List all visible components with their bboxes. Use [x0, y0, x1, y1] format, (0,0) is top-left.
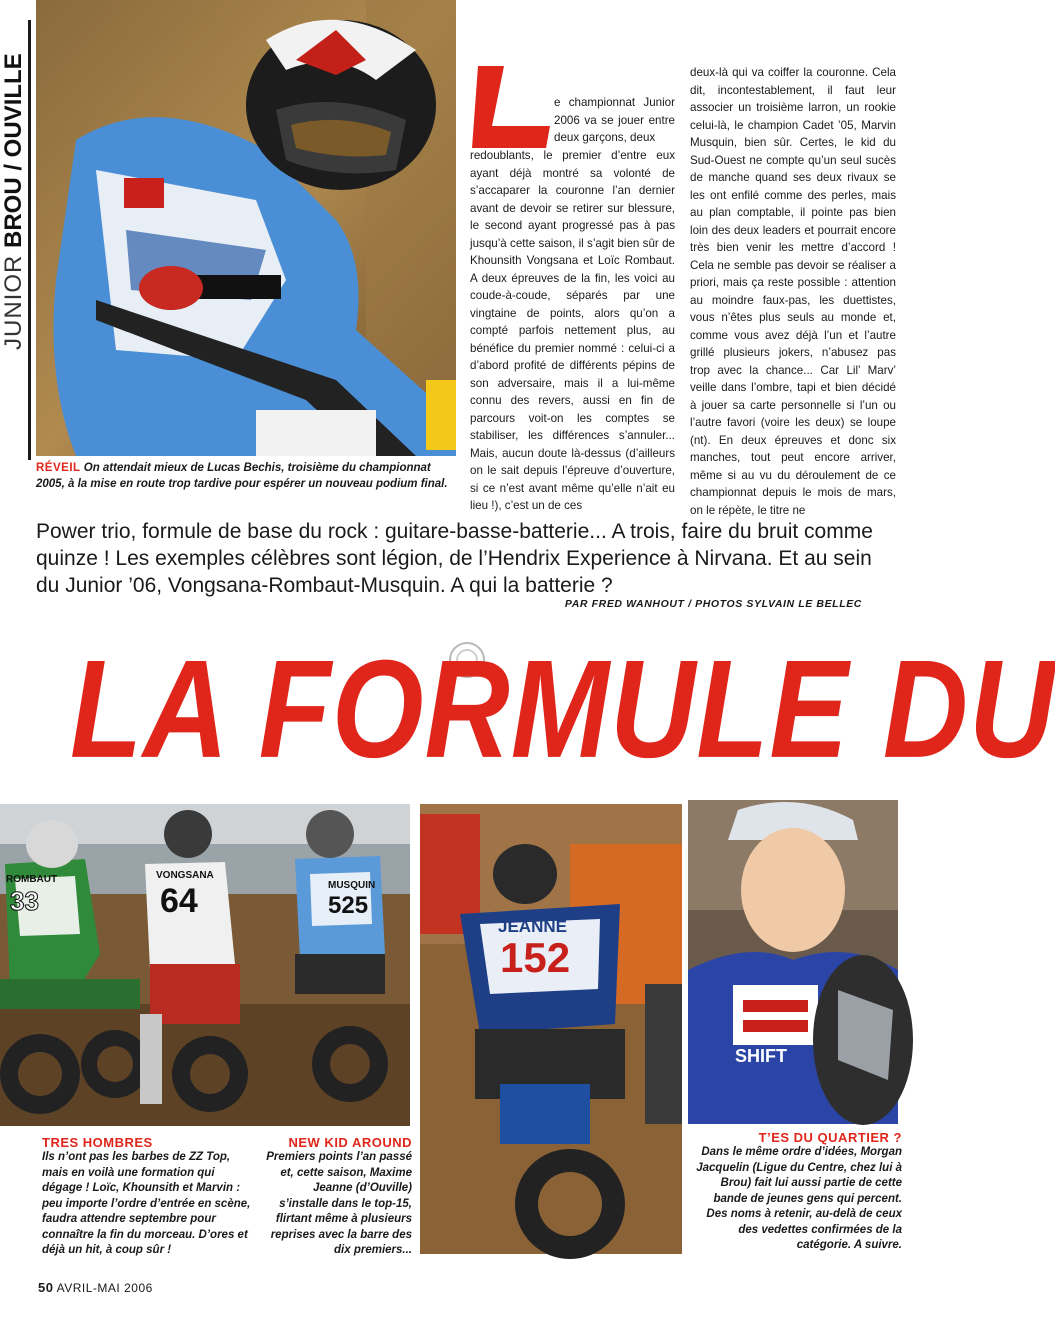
- page-folio: [38, 1280, 153, 1295]
- section-rule: [28, 20, 31, 460]
- photo-jeanne: [420, 804, 682, 1254]
- caption-keyword: RÉVEIL: [36, 462, 81, 474]
- rider4-name: JEANNE: [498, 917, 567, 936]
- rider4-number: 152: [500, 934, 571, 981]
- caption-title: TRES HOMBRES: [42, 1135, 153, 1150]
- caption-title: NEW KID AROUND: [288, 1135, 412, 1150]
- caption-text: On attendait mieux de Lucas Bechis, troisième du championnat 2005, à la mise en route trop tardive pour espérer un nouveau podium final.: [36, 462, 448, 490]
- article-column-2: [690, 64, 896, 519]
- caption-body: Ils n’ont pas les barbes de ZZ Top, mais en voilà une formation qui dégage ! Loïc, Khounsith et Marvin : peu importe l’ordre d’entrée en scène, faudra attendre septembre pour connaître la fin du morceau. D’ores et déjà un hit, à coup sûr !: [42, 1151, 251, 1256]
- intro-text: Power trio, formule de base du rock : guitare-basse-batterie... A trois, faire du bruit comme quinze ! Les exemples célèbres sont légion, de l’Hendrix Experience à Nirvana. Et au sein du Junior ’06, Vongsana-Rombaut-Musquin. A qui la batterie ?: [36, 520, 873, 597]
- issue-date: AVRIL-MAI 2006: [56, 1281, 153, 1295]
- rider1-number: 33: [10, 886, 39, 916]
- top-photo-caption: [36, 461, 454, 492]
- top-rider-photo: [36, 0, 456, 456]
- rider1-name: ROMBAUT: [6, 874, 58, 885]
- headline: LA FORMULE DU: [70, 631, 1055, 788]
- byline: PAR FRED WANHOUT / PHOTOS SYLVAIN LE BELLEC: [564, 598, 862, 610]
- article-col1-rest: redoublants, le premier d’entre eux ayant déjà montré sa volonté de s’accaparer la couronne l’an dernier avant de devoir se retirer sur blessure, le second ayant progressé pas à pas jusqu’à cette saison, il s’agit bien sûr de Khounsith Vongsana et Loïc Rombaut. A deux épreuves de la fin, les voici au coude-à-coude, séparés par une vingtaine de points, alors qu’on a compté parfois nettement plus, au bénéfice du premier nommé : celui-ci a d’abord profité de différents pépins de son adversaire, mais il a lui-même connu des revers, aussi en fin de parcours voit-on les comptes se stabiliser, les différences s’annuler... Mais, aucun doute là-dessus (d’ailleurs on le sait depuis l’épreuve d’ouverture, si ce n’est avant même qu’elle n’ait eu lieu !), c’est un de ces: [470, 149, 675, 512]
- caption-body: Premiers points l’an passé et, cette saison, Maxime Jeanne (d’Ouville) s’installe dans le top-15, flirtant même à plusieurs reprises avec la barre des dix premiers...: [266, 1151, 412, 1256]
- drop-cap-l: [470, 66, 550, 148]
- article-column-1: [554, 94, 675, 147]
- article-column-1-rest: [470, 147, 675, 515]
- rider2-name: VONGSANA: [156, 870, 214, 881]
- article-col2: deux-là qui va coiffer la couronne. Cela dit, incontestablement, il faut leur associer un troisième larron, un rookie celui-là, le champion Cadet ’05, Marvin Musquin, bien sûr. Certes, le kid du Sud-Ouest ne compte qu’un seul sucès de manche quand ses deux rivaux se les ont enfilé comme des perles, mais au plan comptable, il pointe pas bien loin des deux leaders et pourrait encore très bien venir les mettre d’accord ! Cela ne semble pas devoir se réaliser a priori, mais ça reste possible : attention au moindre faux-pas, les duettistes, vous n’êtes plus seuls au monde et, comme vous avez déjà l’un et l’autre grillé plusieurs jokers, n’abusez pas trop avec la chance... Car Lil’ Marv’ veille dans l’ombre, tapi et bien décidé à jouer sa carte personnelle si l’un ou l’autre favori (voire les deux) se loupe (nt). En deux épreuves et donc six manches, tout peut encore arriver, même si au vu du déroulement de ce championnat depuis le mois de mars, on le répète, le titre ne: [690, 66, 896, 517]
- caption-body: Dans le même ordre d’idées, Morgan Jacquelin (Ligue du Centre, chez lui à Brou) fait lui aussi partie de cette bande de jeunes gens qui percent. Des noms à retenir, au-delà de ceux des vedettes confirmées de la catégorie. A suivre.: [696, 1146, 902, 1251]
- caption-tres-hombres: [42, 1135, 252, 1259]
- caption-quartier: [692, 1130, 902, 1254]
- rider3-number: 525: [328, 892, 369, 919]
- rider3-name: MUSQUIN: [328, 880, 376, 891]
- page-number: 50: [38, 1280, 54, 1295]
- shirt-brand: SHIFT: [735, 1046, 787, 1066]
- section-label-thin: JUNIOR: [0, 254, 27, 350]
- caption-new-kid: [262, 1135, 412, 1259]
- caption-title: T’ES DU QUARTIER ?: [758, 1130, 902, 1145]
- photo-three-riders: [0, 804, 410, 1126]
- rider2-number: 64: [160, 882, 198, 920]
- section-label-bold: BROU / OUVILLE: [0, 53, 27, 248]
- article-col1-start: e championnat Junior 2006 va se jouer entre deux garçons, deux: [554, 96, 675, 144]
- section-label: [0, 53, 27, 350]
- photo-morgan: [688, 800, 898, 1124]
